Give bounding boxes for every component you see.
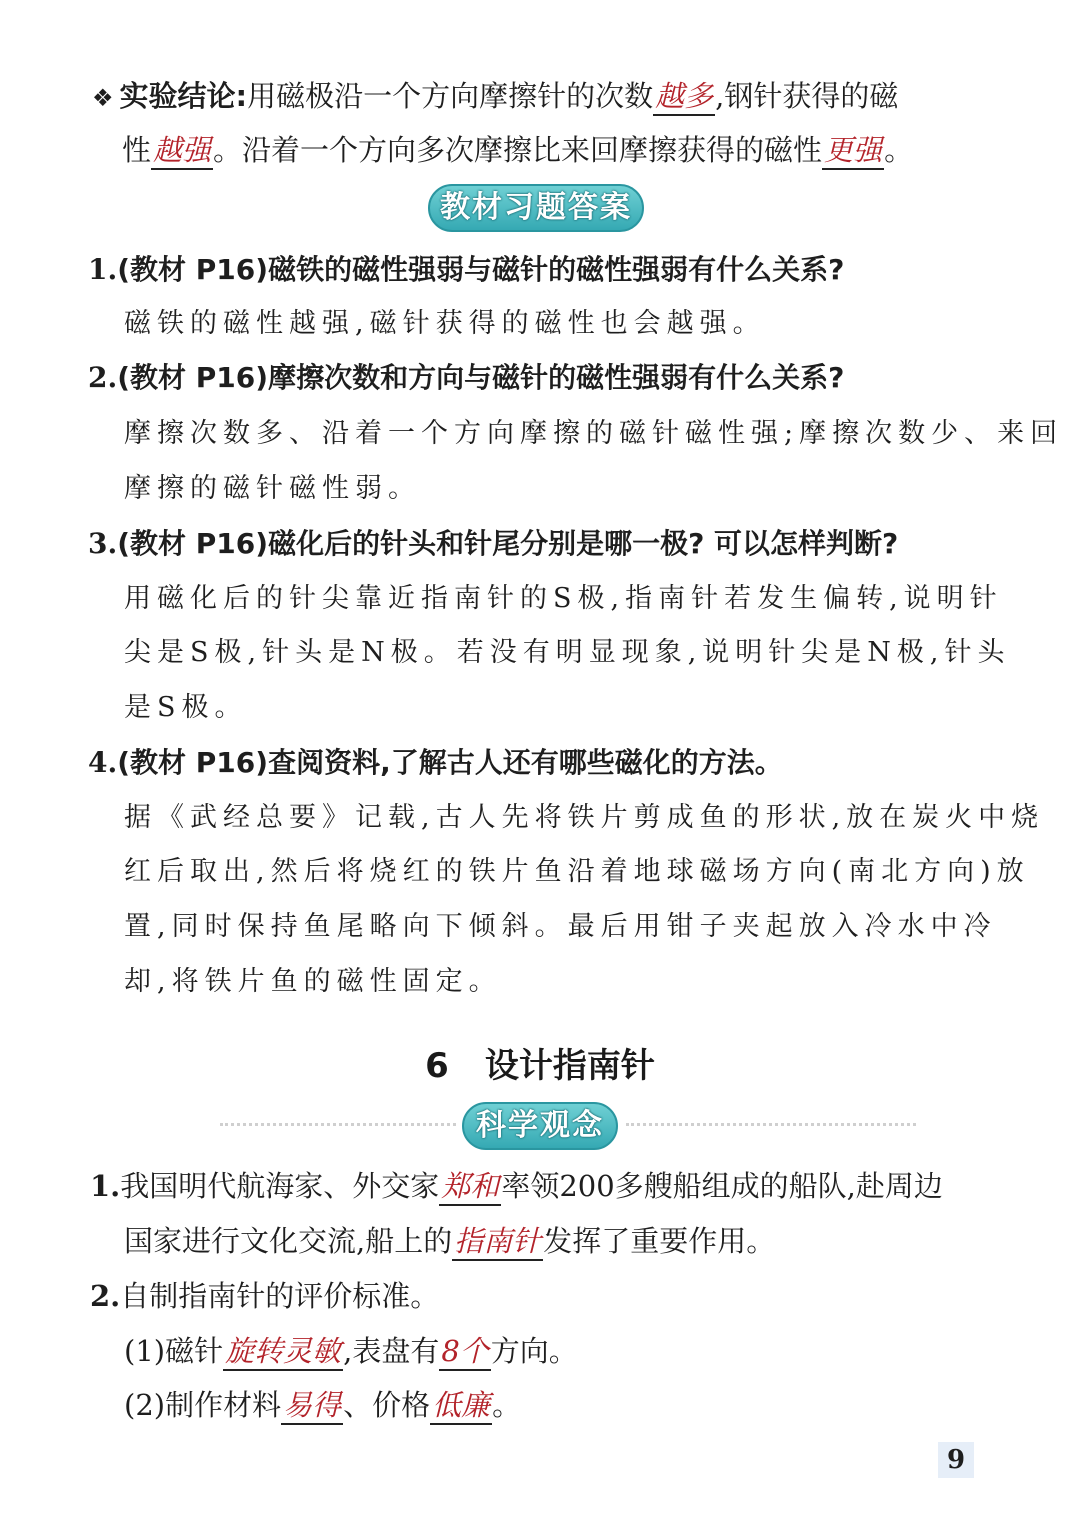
concept-text: 发挥了重要作用。 — [543, 1224, 776, 1258]
blank-answer: 低廉 — [430, 1387, 492, 1425]
question-text: (教材 P16)磁化后的针头和针尾分别是哪一极? 可以怎样判断? — [117, 527, 899, 560]
concept-text: 我国明代航海家、外交家 — [120, 1169, 440, 1203]
conclusion-text: ,钢针获得的磁 — [715, 79, 899, 113]
blank-answer: 指南针 — [452, 1223, 543, 1261]
answer-1-line-1: 磁铁的磁性越强,磁针获得的磁性也会越强。 — [124, 308, 766, 339]
concept-text: 。 — [492, 1388, 522, 1422]
blank-answer: 易得 — [281, 1387, 343, 1425]
conclusion-text: 用磁极沿一个方向摩擦针的次数 — [247, 79, 654, 113]
diamond-bullet-icon: ❖ — [92, 84, 114, 112]
answer-3-line-2: 尖是S极,针头是N极。若没有明显现象,说明针尖是N极,针头 — [124, 637, 1011, 668]
textbook-answers-header: 教材习题答案 — [428, 184, 644, 232]
section-title — [0, 1038, 1080, 1087]
dotted-divider-left — [220, 1123, 456, 1126]
question-text: (教材 P16)摩擦次数和方向与磁针的磁性强弱有什么关系? — [117, 361, 845, 394]
section-number: 6 — [425, 1046, 449, 1086]
blank-answer: 旋转灵敏 — [223, 1333, 343, 1371]
concept-text: 自制指南针的评价标准。 — [120, 1279, 440, 1313]
dotted-divider-right — [626, 1123, 916, 1126]
answer-2-line-2: 摩擦的磁针磁性弱。 — [124, 473, 421, 504]
blank-answer: 郑和 — [439, 1168, 501, 1206]
concept-text: 、价格 — [343, 1388, 431, 1422]
concept-text: (1)磁针 — [124, 1334, 224, 1368]
concept-2-sub-1 — [124, 1331, 578, 1371]
section-name: 设计指南针 — [484, 1046, 655, 1086]
conclusion-label: 实验结论: — [119, 79, 248, 113]
concept-1-line-2 — [124, 1221, 775, 1261]
page-number: 9 — [938, 1442, 974, 1478]
question-number: 4. — [88, 746, 118, 779]
blank-answer: 更强 — [822, 132, 884, 170]
item-number: 2. — [90, 1279, 121, 1313]
conclusion-line-1 — [92, 76, 898, 118]
concept-text: (2)制作材料 — [124, 1388, 282, 1422]
scientific-concept-header: 科学观念 — [462, 1102, 618, 1150]
question-text: (教材 P16)磁铁的磁性强弱与磁针的磁性强弱有什么关系? — [117, 253, 845, 286]
item-number: 1. — [90, 1169, 121, 1203]
concept-text: 方向。 — [490, 1334, 578, 1368]
conclusion-text: 。 — [884, 133, 914, 167]
concept-2-sub-2 — [124, 1385, 521, 1425]
question-number: 1. — [88, 253, 118, 286]
question-1 — [88, 250, 844, 290]
conclusion-text: 。沿着一个方向多次摩擦比来回摩擦获得的磁性 — [213, 133, 823, 167]
question-4 — [88, 743, 783, 783]
blank-answer: 8个 — [439, 1333, 490, 1371]
concept-text: ,表盘有 — [343, 1334, 440, 1368]
blank-answer: 越强 — [151, 132, 213, 170]
conclusion-line-2 — [122, 130, 913, 170]
answer-4-line-1: 据《武经总要》记载,古人先将铁片剪成鱼的形状,放在炭火中烧 — [124, 802, 1045, 833]
concept-2-line-1 — [90, 1276, 439, 1316]
blank-answer: 越多 — [653, 78, 715, 116]
concept-text: 率领200多艘船组成的船队,赴周边 — [501, 1169, 943, 1203]
answer-4-line-4: 却,将铁片鱼的磁性固定。 — [124, 966, 502, 997]
question-3 — [88, 524, 898, 564]
question-number: 3. — [88, 527, 118, 560]
answer-3-line-3: 是S极。 — [124, 692, 248, 723]
question-2 — [88, 358, 844, 398]
answer-4-line-3: 置,同时保持鱼尾略向下倾斜。最后用钳子夹起放入冷水中冷 — [124, 911, 997, 942]
question-text: (教材 P16)查阅资料,了解古人还有哪些磁化的方法。 — [117, 746, 783, 779]
question-number: 2. — [88, 361, 118, 394]
answer-3-line-1: 用磁化后的针尖靠近指南针的S极,指南针若发生偏转,说明针 — [124, 583, 1003, 614]
answer-2-line-1: 摩擦次数多、沿着一个方向摩擦的磁针磁性强;摩擦次数少、来回 — [124, 418, 1064, 449]
concept-text: 国家进行文化交流,船上的 — [124, 1224, 453, 1258]
concept-1-line-1 — [90, 1166, 943, 1206]
conclusion-text: 性 — [122, 133, 152, 167]
answer-4-line-2: 红后取出,然后将烧红的铁片鱼沿着地球磁场方向(南北方向)放 — [124, 856, 1030, 887]
